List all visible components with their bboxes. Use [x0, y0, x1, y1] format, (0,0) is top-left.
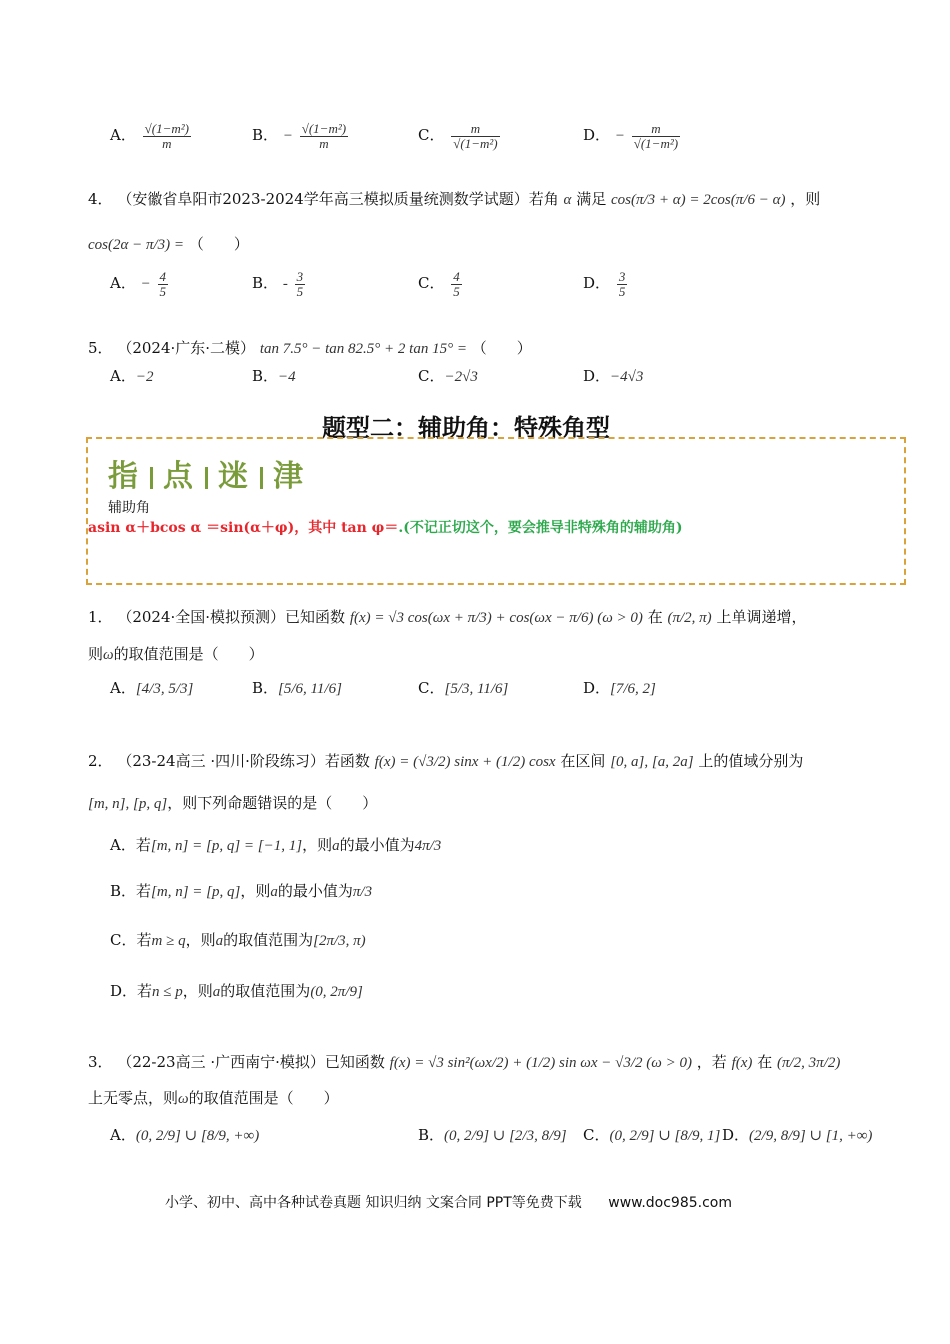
divider — [260, 467, 263, 489]
footer — [165, 1192, 732, 1212]
p2-option-c: C．若m ≥ q，则a的取值范围为[2π/3, π) — [110, 931, 366, 949]
p3-function: f(x) = √3 sin²(ωx/2) + (1/2) sin ωx − √3/2 (ω > 0) — [389, 1055, 693, 1071]
q5-stem: 5． （2024·广东·二模） tan 7.5° − tan 82.5° + 2 tan 15° = （ ） — [88, 339, 532, 357]
p3-option-d: D．(2/9, 8/9] ∪ [1, +∞) — [722, 1126, 873, 1144]
p3-option-a: A．(0, 2/9] ∪ [8/9, +∞) — [110, 1126, 260, 1144]
p1-stem: 1． （2024·全国·模拟预测）已知函数 f(x) = √3 cos(ωx + π/3) + cos(ωx − π/6) (ω > 0) 在 (π/2, π) 上单调递增， — [88, 608, 807, 626]
p1-option-c: C．[5/3, 11/6] — [418, 679, 509, 697]
q4-condition: cos(π/3 + α) = 2cos(π/6 − α) — [610, 192, 786, 208]
q5-option-c: C．−2√3 — [418, 367, 478, 385]
divider — [150, 467, 153, 489]
p2-option-a: A．若[m, n] = [p, q] = [−1, 1]，则a的最小值为4π/3 — [110, 836, 442, 854]
fraction: $\frac{\text{√(1−m²)}}{m}$ — [301, 121, 347, 151]
q4-stem: 4． （安徽省阜阳市2023-2024学年高三模拟质量统测数学试题）若角 α 满足 cos(π/3 + α) = 2cos(π/6 − α) ，则 — [88, 190, 821, 208]
q5-option-b: B．−4 — [252, 367, 296, 385]
prev-option-c: C． $\frac{m}{\text{√(1−m²)}}$ — [418, 121, 498, 151]
p1-option-b: B．[5/6, 11/6] — [252, 679, 342, 697]
tip-subtitle: 辅助角 — [108, 500, 150, 516]
p3-option-b: B．(0, 2/9] ∪ [2/3, 8/9] — [418, 1126, 567, 1144]
p2-option-b: B．若[m, n] = [p, q]，则a的最小值为π/3 — [110, 882, 373, 900]
p2-function: f(x) = (√3/2) sinx + (1/2) cosx — [374, 754, 556, 770]
p1-option-a: A．[4/3, 5/3] — [110, 679, 194, 697]
q5-option-a: A．−2 — [110, 367, 154, 385]
p1-function: f(x) = √3 cos(ωx + π/3) + cos(ωx − π/6) (ω > 0) — [349, 610, 643, 626]
p1-line2: 则ω的取值范围是（ ） — [88, 645, 264, 663]
p2-stem: 2． （23-24高三 ·四川·阶段练习）若函数 f(x) = (√3/2) sinx + (1/2) cosx 在区间 [0, a], [a, 2a] 上的值域分别为 — [88, 752, 804, 770]
q4-option-a: A． − $\frac{4}{5}$ — [110, 269, 167, 299]
q4-option-b: B． - $\frac{3}{5}$ — [252, 269, 304, 299]
tip-formula: asin α＋bcos α ＝sin(α＋φ)，其中 tan φ＝.(不记正切这个，要会推导非特殊角的辅助角) — [88, 520, 683, 536]
p3-option-c: C．(0, 2/9] ∪ [8/9, 1] — [583, 1126, 721, 1144]
q4-ask: cos(2α − π/3) = （ ） — [88, 235, 249, 253]
prev-option-b: B． − $\frac{\text{√(1−m²)}}{m}$ — [252, 121, 347, 151]
prev-option-a: A． $\frac{\text{√(1−m²)}}{m}$ — [110, 121, 189, 151]
footer-text: 小学、初中、高中各种试卷真题 知识归纳 文案合同 PPT等免费下载 — [165, 1195, 582, 1211]
prev-option-d: D． − $\frac{m}{\text{√(1−m²)}}$ — [583, 121, 679, 151]
tip-box — [86, 437, 906, 585]
p1-option-d: D．[7/6, 2] — [583, 679, 656, 697]
q5-option-d: D．−4√3 — [583, 367, 644, 385]
fraction: $\frac{m}{\text{√(1−m²)}}$ — [633, 121, 679, 151]
tip-box-title: 指 点 迷 津 — [108, 459, 305, 494]
p2-line2: [m, n], [p, q]，则下列命题错误的是（ ） — [88, 794, 378, 812]
p2-option-d: D．若n ≤ p，则a的取值范围为(0, 2π/9] — [110, 982, 363, 1000]
p3-line2: 上无零点，则ω的取值范围是（ ） — [88, 1089, 339, 1107]
section-title: 题型二：辅助角：特殊角型 — [322, 414, 610, 442]
fraction: $\frac{\text{√(1−m²)}}{m}$ — [144, 121, 189, 151]
fraction: $\frac{m}{\text{√(1−m²)}}$ — [453, 121, 498, 151]
divider — [205, 467, 208, 489]
q4-option-c: C． $\frac{4}{5}$ — [418, 269, 460, 299]
p3-stem: 3． （22-23高三 ·广西南宁·模拟）已知函数 f(x) = √3 sin²(ωx/2) + (1/2) sin ωx − √3/2 (ω > 0) ，若 f(x) 在 (π/2, 3π/2) — [88, 1053, 841, 1071]
q4-option-d: D． $\frac{3}{5}$ — [583, 269, 626, 299]
footer-link[interactable]: www.doc985.com — [608, 1195, 732, 1211]
